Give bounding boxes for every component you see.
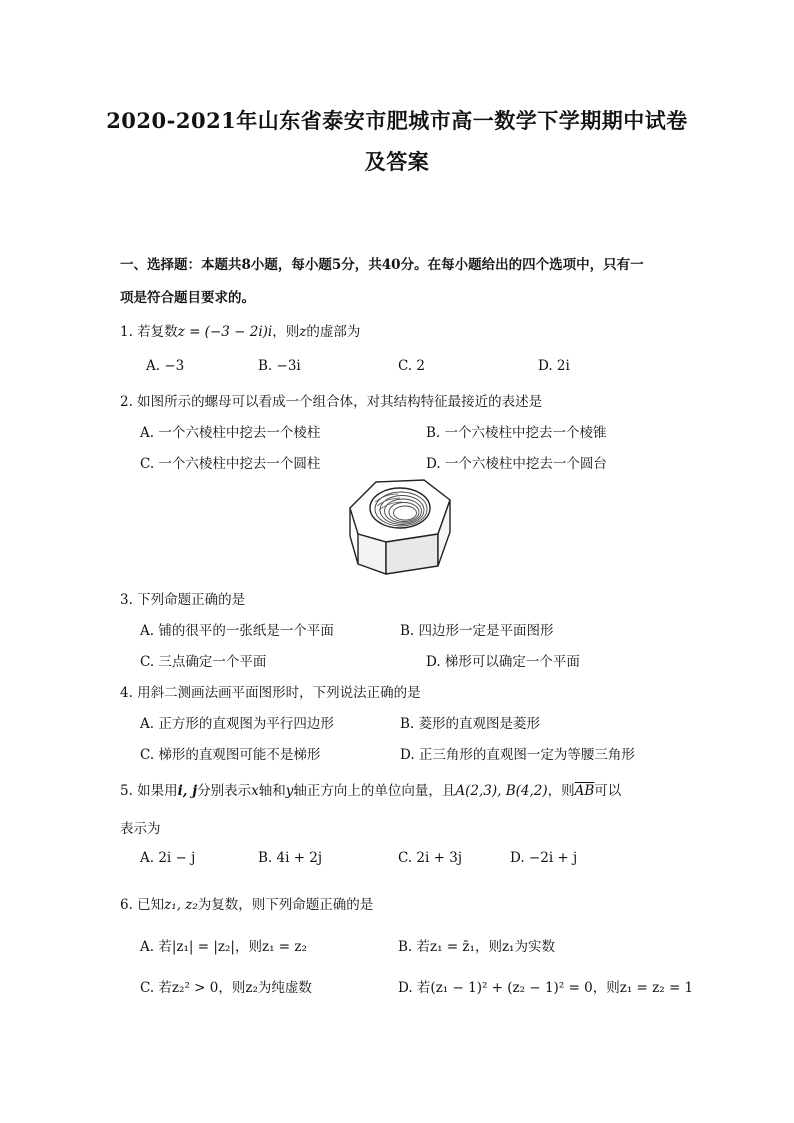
- question-6-stem: [120, 893, 373, 913]
- q5-unit-vectors: i, j: [177, 783, 198, 799]
- q5-x: x: [251, 783, 259, 799]
- q3-option-d: D. 梯形可以确定一个平面: [426, 654, 580, 670]
- q4-option-b: B. 菱形的直观图是菱形: [400, 716, 541, 732]
- section-header-line2: 项是符合题目要求的。: [120, 290, 255, 306]
- q5-option-d: D. −2i + j: [510, 850, 578, 866]
- q1-formula: z = (−3 − 2i)i: [177, 324, 273, 340]
- q5-vector-ab: $\overline{AB}$: [574, 783, 595, 799]
- q4-option-a: A. 正方形的直观图为平行四边形: [140, 716, 334, 732]
- q5-option-c: C. 2i + 3j: [398, 850, 463, 866]
- question-2-stem: 2. 如图所示的螺母可以看成一个组合体，对其结构特征最接近的表述是: [120, 394, 543, 410]
- q5-points: A(2,3), B(4,2): [455, 783, 548, 799]
- q4-option-c: C. 梯形的直观图可能不是梯形: [140, 747, 321, 763]
- q2-option-a: A. 一个六棱柱中挖去一个棱柱: [140, 425, 321, 441]
- q6-option-c: C. 若z₂² > 0，则z₂为纯虚数: [140, 980, 312, 996]
- question-5-stem: [120, 779, 621, 799]
- q3-option-c: C. 三点确定一个平面: [140, 654, 267, 670]
- q1-var: z: [299, 324, 307, 340]
- q6-option-a: A. 若|z₁| = |z₂|，则z₁ = z₂: [140, 939, 307, 955]
- q1-option-b: B. −3i: [258, 358, 301, 374]
- q6-text-1: 6. 已知: [120, 897, 165, 913]
- question-1-stem: [120, 320, 360, 340]
- q4-option-d: D. 正三角形的直观图一定为等腰三角形: [400, 747, 635, 763]
- q1-option-a: A. −3: [146, 358, 185, 374]
- hex-nut-figure: [340, 472, 456, 582]
- document-title-line1: 2020-2021年山东省泰安市肥城市高一数学下学期期中试卷: [106, 108, 688, 133]
- q5-text-2: 分别表示: [197, 783, 252, 799]
- q1-stem-post: ，则: [272, 324, 300, 340]
- question-3-stem: 3. 下列命题正确的是: [120, 592, 246, 608]
- q3-option-a: A. 铺的很平的一张纸是一个平面: [140, 623, 334, 639]
- q5-text-5: ，则: [547, 783, 575, 799]
- q1-option-d: D. 2i: [538, 358, 570, 374]
- q6-option-d: D. 若(z₁ − 1)² + (z₂ − 1)² = 0，则z₁ = z₂ = 1: [398, 980, 694, 996]
- question-5-stem-line2: 表示为: [120, 821, 161, 837]
- q2-option-d: D. 一个六棱柱中挖去一个圆台: [426, 456, 607, 472]
- q5-option-a: A. 2i − j: [140, 850, 196, 866]
- q1-option-c: C. 2: [398, 358, 426, 374]
- q6-z12: z₁, z₂: [164, 897, 198, 913]
- q1-stem-end: 的虚部为: [306, 324, 361, 340]
- q5-text-4: 轴正方向上的单位向量，且: [293, 783, 456, 799]
- q6-text-2: 为复数，则下列命题正确的是: [197, 897, 374, 913]
- q2-option-c: C. 一个六棱柱中挖去一个圆柱: [140, 456, 321, 472]
- document-title-line2: 及答案: [364, 149, 430, 174]
- q5-text-3: 轴和: [258, 783, 286, 799]
- q5-option-b: B. 4i + 2j: [258, 850, 323, 866]
- q3-option-b: B. 四边形一定是平面图形: [400, 623, 554, 639]
- question-4-stem: 4. 用斜二测画法画平面图形时，下列说法正确的是: [120, 685, 421, 701]
- section-header-line1: 一、选择题：本题共8小题，每小题5分，共40分。在每小题给出的四个选项中，只有一: [120, 257, 644, 273]
- q2-option-b: B. 一个六棱柱中挖去一个棱锥: [426, 425, 607, 441]
- q5-y: y: [285, 783, 294, 799]
- q5-text-1: 5. 如果用: [120, 783, 178, 799]
- q1-stem-pre: 1. 若复数: [120, 324, 178, 340]
- q6-option-b: B. 若z₁ = z̄₁，则z₁为实数: [398, 939, 555, 955]
- q5-text-6: 可以: [594, 783, 622, 799]
